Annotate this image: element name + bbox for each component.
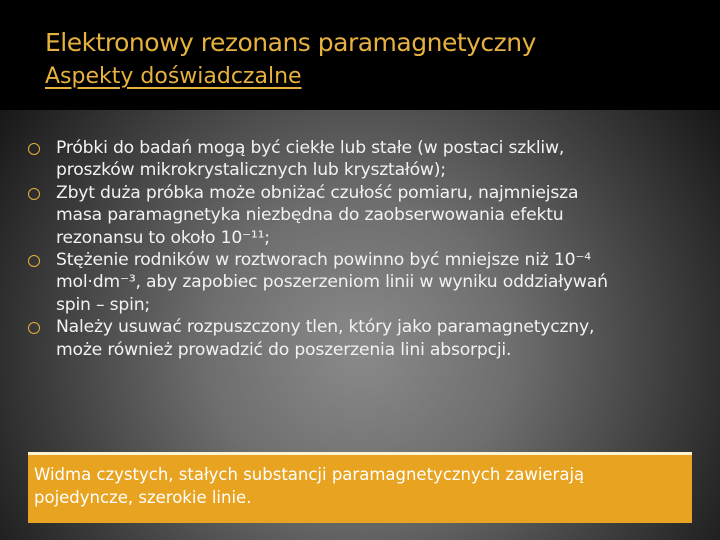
bullet-text: Stężenie rodników w roztworach powinno być mniejsze niż 10⁻⁴ mol·dm⁻³, aby zapobiec poszerzeniom linii w wyniku oddziaływań spin – spin; (56, 250, 608, 315)
bullet-item (28, 137, 708, 182)
callout-box (28, 452, 692, 523)
circle-bullet-icon (28, 322, 40, 334)
title-band (0, 0, 720, 110)
slide-title: Elektronowy rezonans paramagnetyczny (45, 28, 536, 57)
bullet-item (28, 316, 708, 361)
callout-text: Widma czystych, stałych substancji paramagnetycznych zawierają pojedyncze, szerokie linie. (34, 465, 585, 507)
slide-subtitle: Aspekty doświadczalne (45, 64, 302, 89)
bullet-item (28, 182, 708, 249)
circle-bullet-icon (28, 143, 40, 155)
bullet-text: Należy usuwać rozpuszczony tlen, który jako paramagnetyczny, może również prowadzić do poszerzenia lini absorpcji. (56, 317, 595, 360)
bullet-item (28, 249, 708, 316)
bullet-list (28, 137, 708, 361)
bullet-text: Zbyt duża próbka może obniżać czułość pomiaru, najmniejsza masa paramagnetyka niezbędna do zaobserwowania efektu rezonansu to około 10⁻¹¹; (56, 182, 579, 248)
bullet-text: Próbki do badań mogą być ciekłe lub stałe (w postaci szkliw, proszków mikrokrystalicznych lub kryształów); (56, 138, 565, 181)
circle-bullet-icon (28, 255, 40, 267)
circle-bullet-icon (28, 188, 40, 200)
